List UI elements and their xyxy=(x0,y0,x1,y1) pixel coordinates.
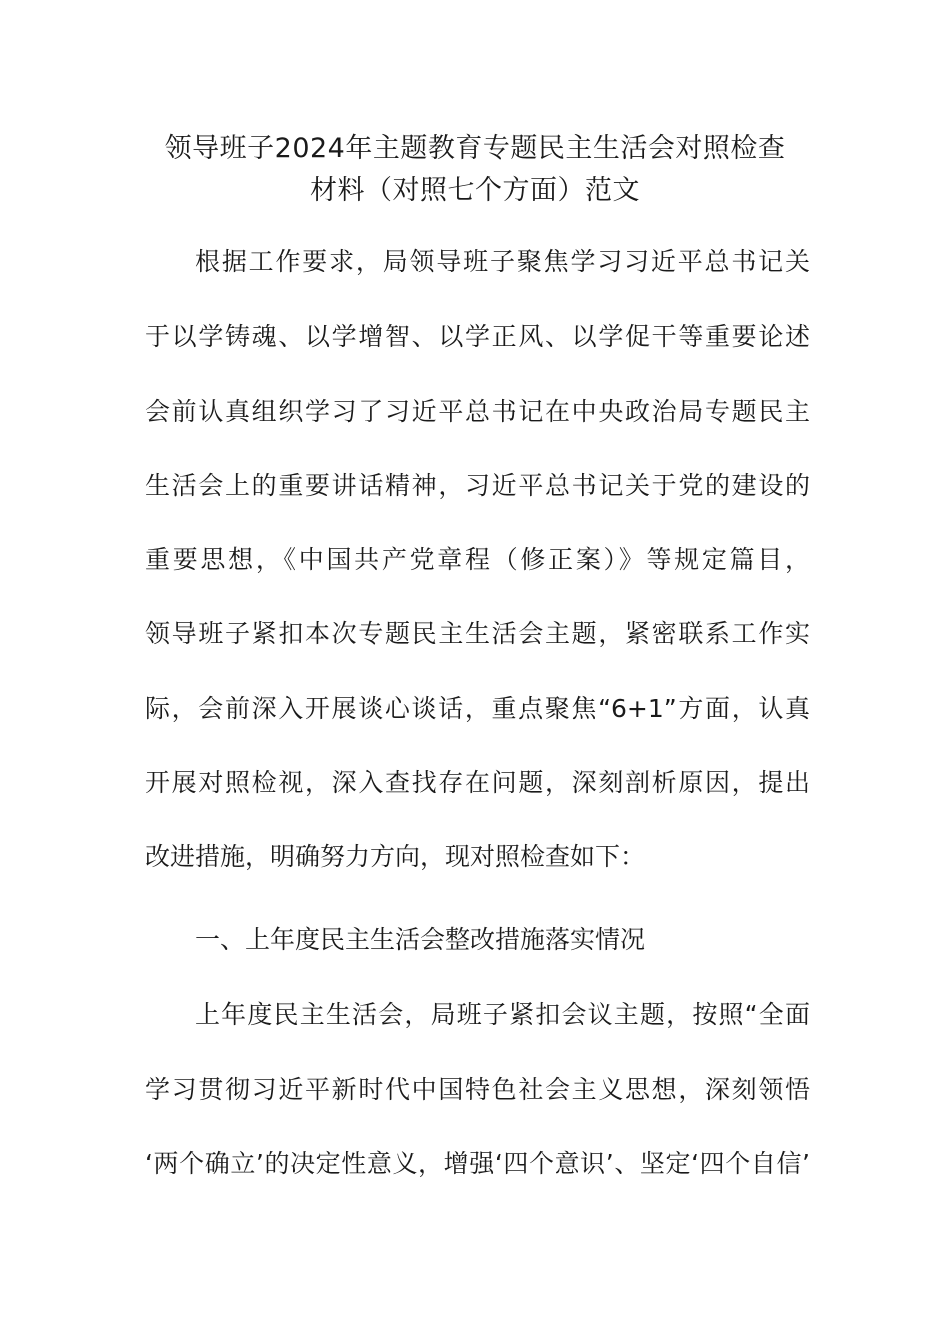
paragraph-1-line-4: 生活会上的重要讲话精神，习近平总书记关于党的建设的 xyxy=(145,471,810,500)
paragraph-1-line-6: 领导班子紧扣本次专题民主生活会主题，紧密联系工作实 xyxy=(145,619,810,648)
document-title xyxy=(140,128,810,212)
paragraph-1-line-1: 根据工作要求，局领导班子聚焦学习习近平总书记关 xyxy=(195,247,810,276)
paragraph-1-line-8: 开展对照检视，深入查找存在问题，深刻剖析原因，提出 xyxy=(145,768,810,797)
paragraph-1-line-5: 重要思想，《中国共产党章程（修正案）》等规定篇目， xyxy=(145,545,810,574)
title-line-2: 材料（对照七个方面）范文 xyxy=(310,175,640,206)
paragraph-2-line-3: ‘两个确立’的决定性意义，增强‘四个意识’、坚定‘四个自信’ xyxy=(145,1149,810,1178)
paragraph-1-line-9: 改进措施，明确努力方向，现对照检查如下： xyxy=(145,842,646,871)
paragraph-1-line-2: 于以学铸魂、以学增智、以学正风、以学促干等重要论述 xyxy=(145,322,810,351)
paragraph-1-line-7: 际，会前深入开展谈心谈话，重点聚焦“6+1”方面，认真 xyxy=(145,694,810,723)
paragraph-2-line-2: 学习贯彻习近平新时代中国特色社会主义思想，深刻领悟 xyxy=(145,1075,810,1104)
paragraph-2-line-1: 上年度民主生活会，局班子紧扣会议主题，按照“全面 xyxy=(195,1000,810,1029)
title-line-1: 领导班子2024年主题教育专题民主生活会对照检查 xyxy=(164,133,786,164)
section-heading-1: 一、上年度民主生活会整改措施落实情况 xyxy=(195,925,646,954)
paragraph-1-line-3: 会前认真组织学习了习近平总书记在中央政治局专题民主 xyxy=(145,397,810,426)
